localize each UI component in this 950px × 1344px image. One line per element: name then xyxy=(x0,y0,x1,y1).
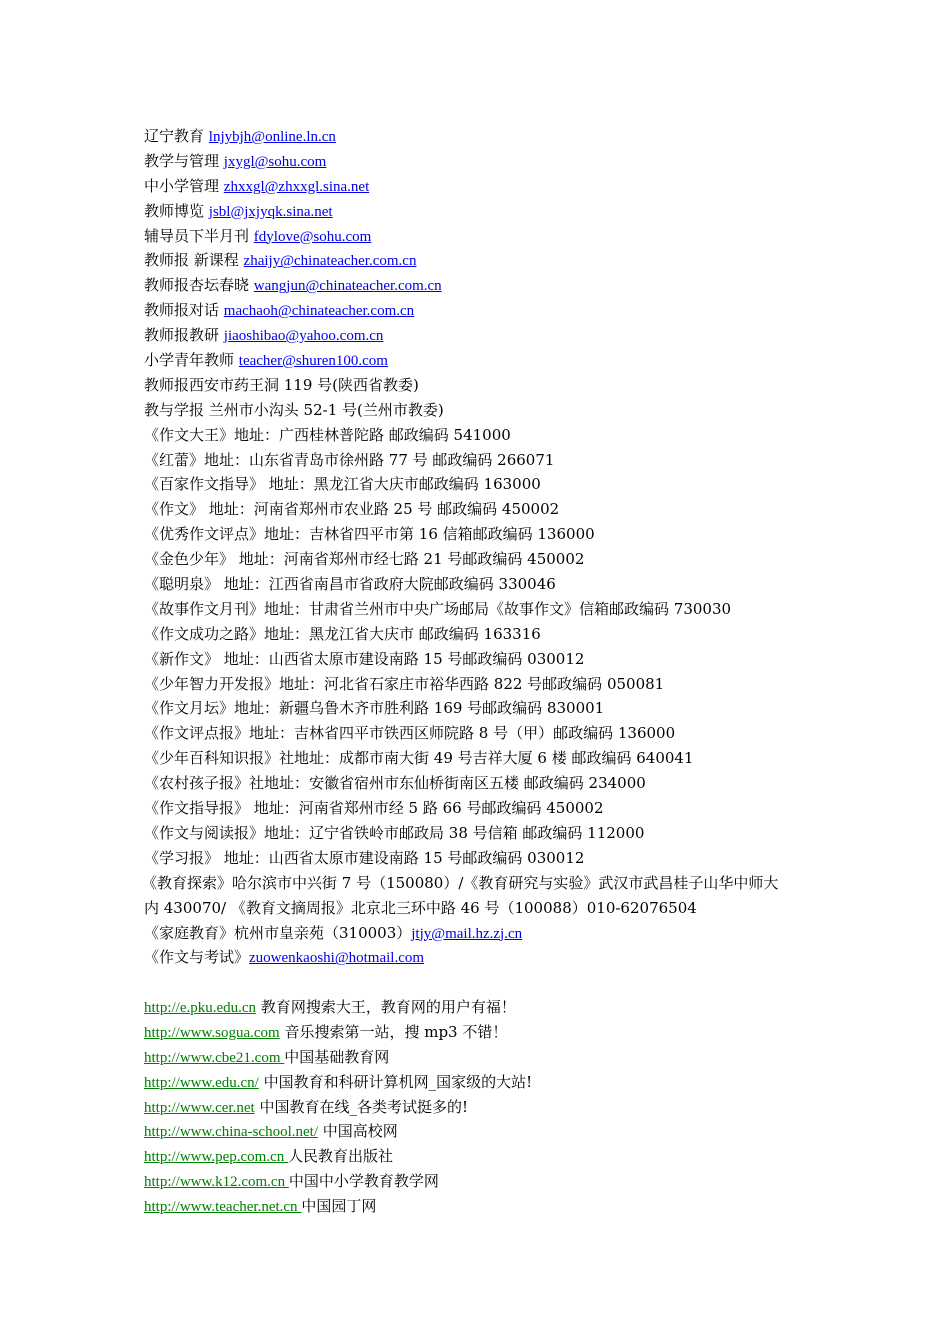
journal-line xyxy=(144,348,824,373)
journal-text: 《作文》 地址：河南省郑州市农业路 25 号 邮政编码 450002 xyxy=(144,500,560,519)
journal-line xyxy=(144,298,824,323)
website-link[interactable]: http://www.china-school.net/ xyxy=(144,1124,318,1141)
journal-line xyxy=(144,771,824,796)
website-link[interactable]: http://www.cer.net xyxy=(144,1099,255,1116)
journal-line xyxy=(142,871,824,896)
journal-text: 辽宁教育 xyxy=(144,127,209,145)
journal-line xyxy=(144,821,824,846)
journal-line xyxy=(144,248,824,273)
website-line xyxy=(144,995,824,1020)
journal-text: 小学青年教师 xyxy=(144,351,239,370)
education-website-list xyxy=(144,995,824,1219)
journal-email-link[interactable]: fdylove@sohu.com xyxy=(253,228,372,245)
journal-text: 《作文月坛》地址：新疆乌鲁木齐市胜利路 169 号邮政编码 830001 xyxy=(144,699,605,718)
website-description: 中国中小学教育教学网 xyxy=(288,1172,439,1191)
website-link[interactable]: http://www.sogua.com xyxy=(144,1024,280,1041)
journal-text: 《新作文》 地址：山西省太原市建设南路 15 号邮政编码 030012 xyxy=(144,649,585,668)
journal-text: 教学与管理 xyxy=(144,151,224,170)
journal-text: 《红蕾》地址：山东省青岛市徐州路 77 号 邮政编码 266071 xyxy=(144,450,555,469)
journal-text: 《作文与考试》 xyxy=(144,948,250,967)
journal-line xyxy=(144,746,824,771)
website-description: 中国园丁网 xyxy=(301,1197,377,1216)
website-line xyxy=(144,1045,824,1070)
journal-text: 《教育探索》哈尔滨市中兴街 7 号（150080）/《教育研究与实验》武汉市武昌桂子山华中师大 xyxy=(142,873,779,892)
journal-line xyxy=(144,921,824,946)
journal-text: 《作文评点报》地址：吉林省四平市铁西区师院路 8 号（甲）邮政编码 136000 xyxy=(144,724,676,743)
journal-line xyxy=(144,472,824,497)
journal-email-link[interactable]: jiaoshibao@yahoo.com.cn xyxy=(223,328,384,345)
journal-email-link[interactable]: teacher@shuren100.com xyxy=(238,353,388,370)
website-link[interactable]: http://www.k12.com.cn xyxy=(144,1174,289,1191)
journal-text: 《金色少年》 地址：河南省郑州市经七路 21 号邮政编码 450002 xyxy=(144,550,585,569)
website-line xyxy=(144,1144,824,1169)
journal-text: 《家庭教育》杭州市皇亲苑（310003） xyxy=(144,923,412,942)
website-line xyxy=(144,1095,824,1120)
website-line xyxy=(144,1169,824,1194)
journal-line xyxy=(144,448,824,473)
journal-text: 《农村孩子报》社地址：安徽省宿州市东仙桥街南区五楼 邮政编码 234000 xyxy=(144,774,646,793)
journal-text: 《优秀作文评点》地址：吉林省四平市第 16 信箱邮政编码 136000 xyxy=(144,525,595,544)
journal-text: 《少年智力开发报》地址：河北省石家庄市裕华西路 822 号邮政编码 050081 xyxy=(144,674,665,693)
website-description: 中国基础教育网 xyxy=(284,1047,390,1066)
journal-line xyxy=(144,124,824,149)
journal-text: 教师报西安市药王洞 119 号(陕西省教委) xyxy=(144,375,419,394)
journal-line xyxy=(144,398,824,423)
website-description: 教育网搜索大王，教育网的用户有福！ xyxy=(256,998,516,1016)
journal-line xyxy=(144,622,824,647)
journal-line xyxy=(144,497,824,522)
website-line xyxy=(144,1119,824,1144)
journal-line xyxy=(144,796,824,821)
journal-text: 《作文指导报》 地址：河南省郑州市经 5 路 66 号邮政编码 450002 xyxy=(144,799,604,818)
journal-email-link[interactable]: jtjy@mail.hz.zj.cn xyxy=(411,925,523,942)
journal-text: 《百家作文指导》 地址：黑龙江省大庆市邮政编码 163000 xyxy=(144,475,541,494)
journal-text: 《聪明泉》 地址：江西省南昌市省政府大院邮政编码 330046 xyxy=(144,575,556,594)
journal-text: 教师报 新课程 xyxy=(144,251,244,270)
journal-text: 教师报教研 xyxy=(144,326,224,345)
journal-line xyxy=(144,323,824,348)
journal-line xyxy=(144,672,824,697)
journal-line xyxy=(144,174,824,199)
website-link[interactable]: http://e.pku.edu.cn xyxy=(144,1000,257,1016)
journal-text: 《少年百科知识报》社地址：成都市南大街 49 号吉祥大厦 6 楼 邮政编码 640041 xyxy=(144,749,694,768)
journal-line xyxy=(144,597,824,622)
website-line xyxy=(144,1020,824,1045)
journal-line xyxy=(144,224,824,249)
journal-text: 教师报杏坛春晓 xyxy=(144,276,254,295)
journal-text: 教师报对话 xyxy=(144,301,224,320)
journal-text: 教与学报 兰州市小沟头 52-1 号(兰州市教委) xyxy=(144,400,444,419)
website-link[interactable]: http://www.pep.com.cn xyxy=(144,1149,289,1166)
journal-address-list xyxy=(144,124,824,970)
journal-email-link[interactable]: wangjun@chinateacher.com.cn xyxy=(253,278,442,295)
website-description: 中国教育在线_各类考试挺多的! xyxy=(254,1097,468,1116)
journal-text: 中小学管理 xyxy=(144,176,224,195)
journal-email-link[interactable]: lnjybjh@online.ln.cn xyxy=(208,129,336,145)
journal-line xyxy=(144,547,824,572)
journal-line xyxy=(144,896,824,921)
journal-email-link[interactable]: zhaijy@chinateacher.com.cn xyxy=(243,253,417,270)
journal-text: 《作文大王》地址：广西桂林普陀路 邮政编码 541000 xyxy=(144,425,511,444)
journal-line xyxy=(144,199,824,224)
journal-email-link[interactable]: machaoh@chinateacher.com.cn xyxy=(223,303,415,320)
journal-line xyxy=(144,522,824,547)
journal-line xyxy=(144,945,824,970)
journal-text: 《学习报》 地址：山西省太原市建设南路 15 号邮政编码 030012 xyxy=(144,848,585,867)
journal-line xyxy=(144,423,824,448)
journal-email-link[interactable]: zhxxgl@zhxxgl.sina.net xyxy=(223,178,370,195)
journal-line xyxy=(144,373,824,398)
journal-text: 《作文成功之路》地址：黑龙江省大庆市 邮政编码 163316 xyxy=(144,624,541,643)
website-link[interactable]: http://www.cbe21.com xyxy=(144,1049,285,1066)
website-description: 音乐搜索第一站，搜 mp3 不错！ xyxy=(279,1022,508,1041)
journal-line xyxy=(144,696,824,721)
journal-text: 教师博览 xyxy=(144,201,209,220)
journal-email-link[interactable]: zuowenkaoshi@hotmail.com xyxy=(249,950,425,967)
journal-email-link[interactable]: jxygl@sohu.com xyxy=(223,153,327,170)
journal-line xyxy=(144,273,824,298)
website-line xyxy=(144,1070,824,1095)
journal-text: 内 430070/ 《教育文摘周报》北京北三环中路 46 号（100088）010-62076504 xyxy=(144,898,697,917)
journal-text: 《作文与阅读报》地址：辽宁省铁岭市邮政局 38 号信箱 邮政编码 112000 xyxy=(144,823,645,842)
website-description: 中国教育和科研计算机网_国家级的大站! xyxy=(258,1072,533,1091)
journal-text: 《故事作文月刊》地址：甘肃省兰州市中央广场邮局《故事作文》信箱邮政编码 730030 xyxy=(144,599,732,618)
website-line xyxy=(144,1194,824,1219)
journal-line xyxy=(144,846,824,871)
journal-email-link[interactable]: jsbl@jxjyqk.sina.net xyxy=(208,203,333,220)
website-link[interactable]: http://www.teacher.net.cn xyxy=(144,1199,302,1216)
journal-line xyxy=(144,149,824,174)
website-description: 中国高校网 xyxy=(318,1122,398,1141)
journal-line xyxy=(144,572,824,597)
journal-text: 辅导员下半月刊 xyxy=(144,226,254,245)
journal-line xyxy=(144,721,824,746)
website-description: 人民教育出版社 xyxy=(288,1147,394,1166)
journal-line xyxy=(144,647,824,672)
website-link[interactable]: http://www.edu.cn/ xyxy=(144,1074,259,1091)
